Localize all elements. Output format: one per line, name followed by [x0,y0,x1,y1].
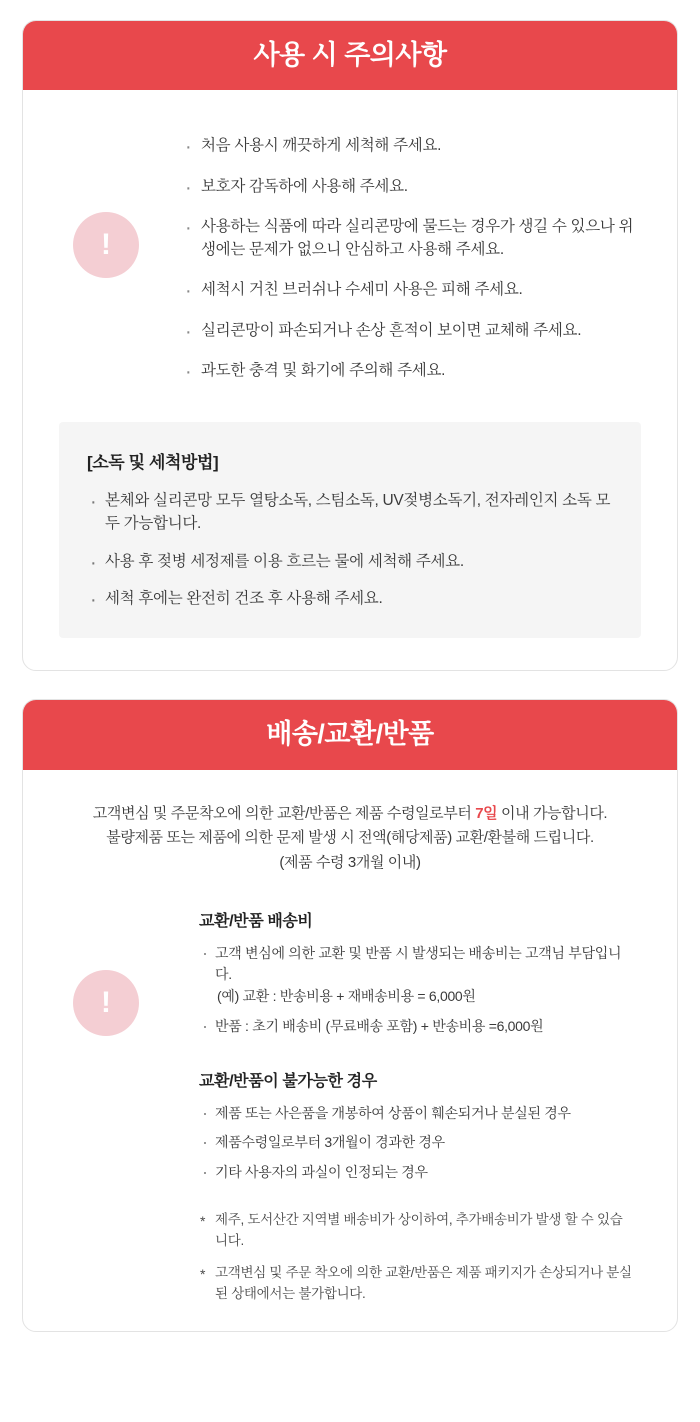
fee-list [199,943,633,1038]
list-item: · 제품수령일로부터 3개월이 경과한 경우 [199,1132,633,1154]
fee-item-main: 반품 : 초기 배송비 (무료배송 포함) + 반송비용 =6,000원 [215,1017,544,1034]
caution-list [49,116,651,382]
list-item: · 사용 후 젖병 세정제를 이용 흐르는 물에 세척해 주세요. [87,550,613,573]
fee-item-main: 고객 변심에 의한 교환 및 반품 시 발생되는 배송비는 고객님 부담입니다. [215,944,622,983]
delivery-intro [49,796,651,876]
list-item: · 처음 사용시 깨끗하게 세척해 주세요. [49,134,651,157]
list-item: · 세척시 거친 브러쉬나 수세미 사용은 피해 주세요. [49,278,651,301]
caution-card [22,20,678,671]
intro-highlight: 7일 [475,804,498,822]
not-allowed-list [199,1103,633,1184]
cleaning-list [87,489,613,610]
list-item [199,1016,633,1038]
caution-body [23,90,677,670]
list-item: · 실리콘망이 파손되거나 손상 흔적이 보이면 교체해 주세요. [49,319,651,342]
not-allowed-block-title: 교환/반품이 불가능한 경우 [199,1072,377,1090]
list-item: · 보호자 감독하에 사용해 주세요. [49,175,651,198]
fee-item-sub: (예) 교환 : 반송비용 + 재배송비용 = 6,000원 [217,988,476,1005]
intro-line1-pre: 고객변심 및 주문착오에 의한 교환/반품은 제품 수령일로부터 [92,804,476,822]
list-item: * 제주, 도서산간 지역별 배송비가 상이하여, 추가배송비가 발생 할 수 있습니다. [199,1210,633,1252]
list-item: · 사용하는 식품에 따라 실리콘망에 물드는 경우가 생길 수 있으나 위생에는 문제가 없으니 안심하고 사용해 주세요. [49,215,651,262]
delivery-notes [199,1210,633,1306]
list-item: · 기타 사용자의 과실이 인정되는 경우 [199,1162,633,1184]
intro-line3: (제품 수령 3개월 이내) [279,854,421,872]
list-item [199,943,633,1008]
cleaning-panel [59,422,641,638]
caution-title: 사용 시 주의사항 [23,21,677,90]
exclamation-icon: ! [73,212,139,278]
list-item: · 세척 후에는 완전히 건조 후 사용해 주세요. [87,587,613,610]
fee-block-title: 교환/반품 배송비 [199,912,313,930]
list-item: · 본체와 실리콘망 모두 열탕소독, 스팀소독, UV젖병소독기, 전자레인지 소독 모두 가능합니다. [87,489,613,536]
cleaning-panel-title: [소독 및 세척방법] [87,453,219,473]
list-item: * 고객변심 및 주문 착오에 의한 교환/반품은 제품 패키지가 손상되거나 분실된 상태에서는 불가합니다. [199,1263,633,1305]
delivery-title: 배송/교환/반품 [23,700,677,769]
list-item: · 제품 또는 사은품을 개봉하여 상품이 훼손되거나 분실된 경우 [199,1103,633,1125]
delivery-blocks [49,908,651,1306]
list-item: · 과도한 충격 및 화기에 주의해 주세요. [49,359,651,382]
delivery-card [22,699,678,1332]
intro-line1-post: 이내 가능합니다. [497,804,608,822]
exclamation-icon: ! [73,970,139,1036]
intro-line2: 불량제품 또는 제품에 의한 문제 발생 시 전액(해당제품) 교환/환불해 드립니다. [106,829,594,847]
delivery-body [23,770,677,1332]
